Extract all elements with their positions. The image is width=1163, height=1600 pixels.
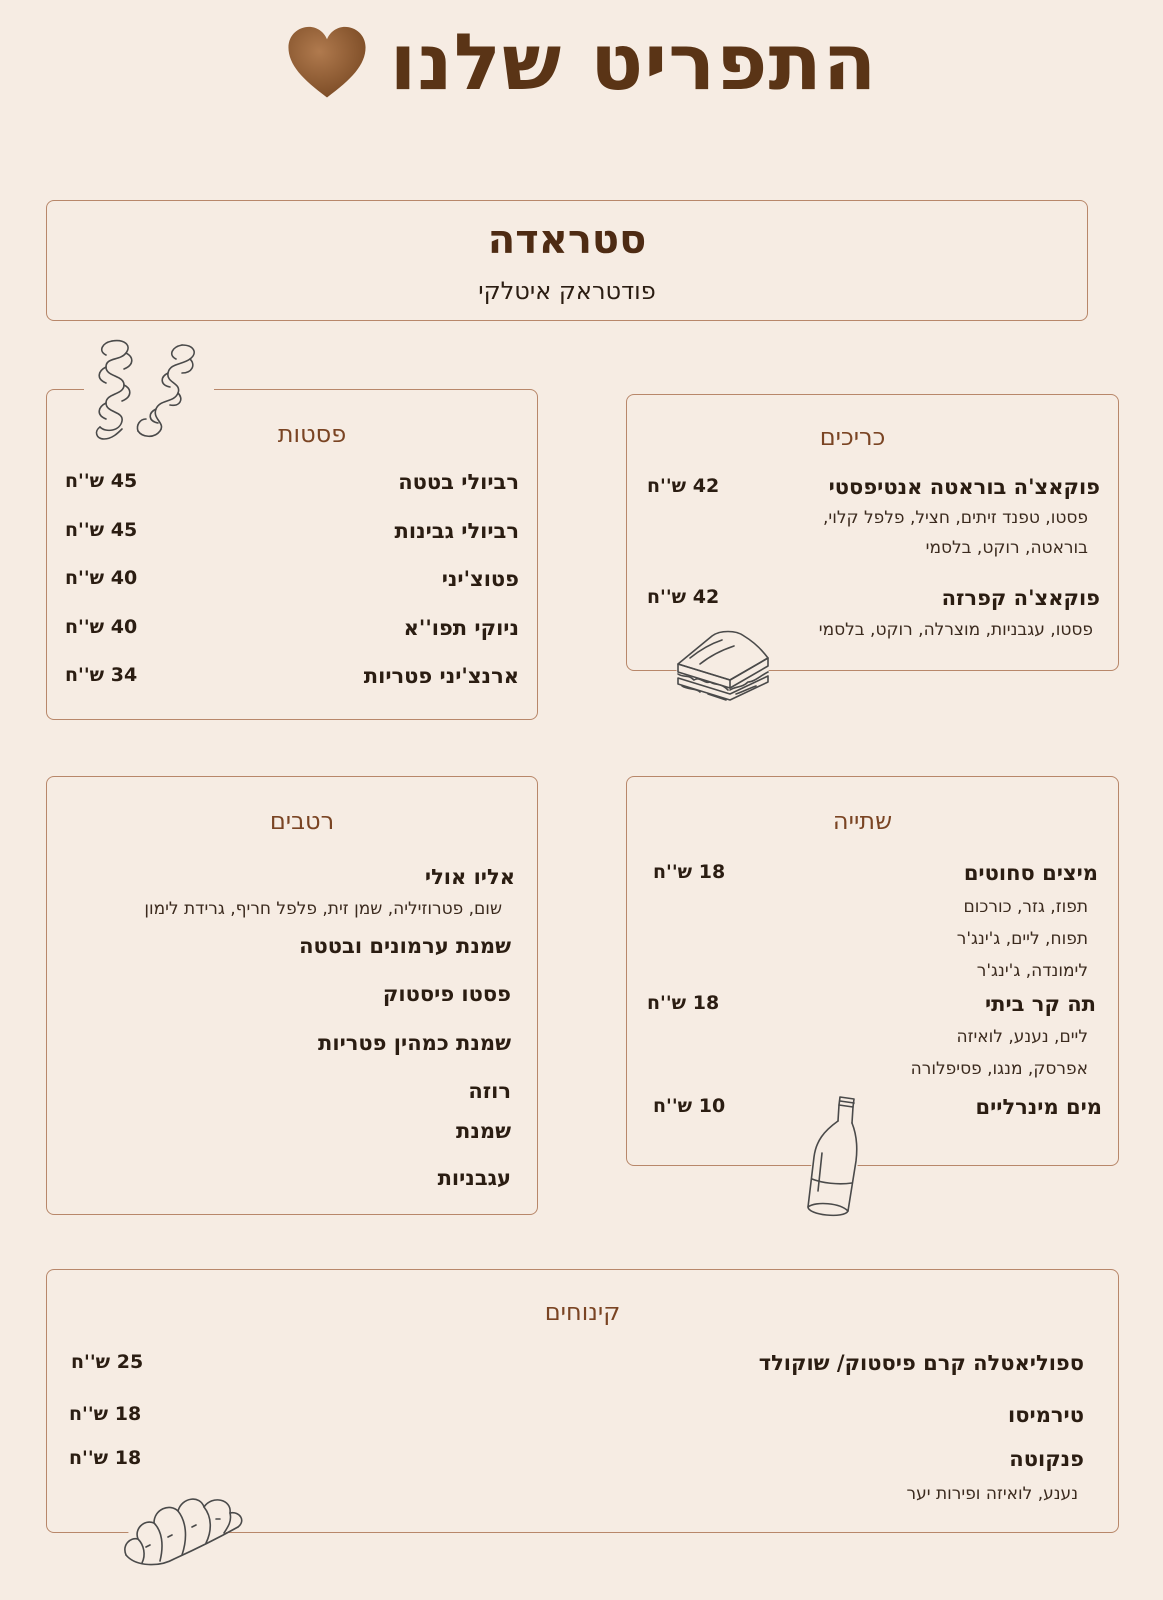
item-description: תפוז, גזר, כורכום	[963, 897, 1088, 917]
item-description: נענע, לואיזה ופירות יער	[906, 1484, 1078, 1504]
item-description: תפוח, ליים, ג'ינג'ר	[956, 929, 1088, 949]
item-name: שמנת כמהין פטריות	[318, 1031, 511, 1055]
menu-item	[65, 567, 519, 593]
item-name: רביולי בטטה	[398, 470, 519, 494]
item-price: 45 ש''ח	[65, 470, 138, 492]
item-name: אליו אולי	[424, 865, 515, 889]
item-price: 40 ש''ח	[65, 616, 138, 638]
item-name: ספוליאטלה קרם פיסטוק/ שוקולד	[758, 1351, 1084, 1375]
item-description: בוראטה, רוקט, בלסמי	[925, 538, 1088, 558]
item-price: 34 ש''ח	[65, 664, 138, 686]
drinks-section	[626, 776, 1119, 1166]
sauces-title: רטבים	[269, 807, 335, 835]
bottle-icon	[798, 1093, 870, 1221]
item-price: 18 ש''ח	[69, 1403, 142, 1425]
menu-item	[67, 1031, 511, 1057]
item-name: פוקאצ'ה בוראטה אנטיפסטי	[828, 475, 1100, 499]
drinks-title: שתייה	[832, 807, 893, 835]
item-name: טירמיסו	[1008, 1403, 1084, 1427]
item-name: שמנת	[456, 1119, 511, 1143]
menu-item	[65, 616, 519, 642]
menu-item	[65, 664, 519, 690]
pastas-title: פסטות	[277, 420, 347, 448]
menu-item	[67, 982, 511, 1008]
item-name: פנקוטה	[1009, 1447, 1084, 1471]
sandwiches-title: כריכים	[819, 423, 886, 451]
item-name: רביולי גבינות	[394, 519, 519, 543]
menu-item	[647, 586, 1100, 612]
item-price: 18 ש''ח	[653, 861, 726, 883]
item-price: 45 ש''ח	[65, 519, 138, 541]
brand-subtitle: פודטראק איטלקי	[478, 277, 656, 305]
item-name: שמנת ערמונים ובטטה	[299, 934, 511, 958]
menu-item	[69, 1447, 1084, 1473]
item-name: ארנצ'יני פטריות	[363, 664, 519, 688]
menu-item	[69, 1403, 1084, 1429]
menu-item	[653, 861, 1098, 887]
brand-box	[46, 200, 1088, 321]
menu-item	[653, 1095, 1102, 1121]
menu-item	[65, 470, 519, 496]
item-price: 18 ש''ח	[647, 992, 720, 1014]
menu-item	[65, 519, 519, 545]
pasta-fusilli-icon	[84, 335, 214, 443]
item-name: פסטו פיסטוק	[382, 982, 511, 1006]
item-price: 42 ש''ח	[647, 586, 720, 608]
item-price: 18 ש''ח	[69, 1447, 142, 1469]
brown-heart-icon	[286, 24, 368, 102]
brand-name: סטראדה	[487, 217, 647, 263]
menu-item	[647, 475, 1100, 501]
item-name: עגבניות	[437, 1166, 511, 1190]
item-description: אפרסק, מנגו, פסיפלורה	[910, 1059, 1088, 1079]
item-name: תה קר ביתי	[984, 992, 1096, 1016]
item-price: 25 ש''ח	[71, 1351, 144, 1373]
item-description: שום, פטרוזיליה, שמן זית, פלפל חריף, גרידת לימון	[144, 899, 502, 919]
page-header	[0, 18, 1163, 108]
item-description: פסטו, טפנד זיתים, חציל, פלפל קלוי,	[823, 508, 1088, 528]
item-description: לימונדה, ג'ינג'ר	[976, 961, 1088, 981]
sauces-section	[46, 776, 538, 1215]
item-price: 40 ש''ח	[65, 567, 138, 589]
item-name: מים מינרליים	[975, 1095, 1102, 1119]
sandwich-icon	[670, 628, 778, 706]
menu-item	[67, 934, 511, 960]
menu-item	[67, 1166, 511, 1192]
desserts-title: קינוחים	[544, 1298, 621, 1326]
item-description: פסטו, עגבניות, מוצרלה, רוקט, בלסמי	[818, 620, 1093, 640]
item-name: ניוקי תפו''א	[403, 616, 519, 640]
menu-item	[647, 992, 1096, 1018]
item-description: ליים, נענע, לואיזה	[956, 1027, 1088, 1047]
item-price: 10 ש''ח	[653, 1095, 726, 1117]
menu-item	[67, 865, 515, 891]
item-name: פטוצ'יני	[441, 567, 519, 591]
menu-item	[67, 1119, 511, 1145]
page-title: התפריט שלנו	[389, 18, 878, 108]
menu-item	[71, 1351, 1084, 1377]
item-price: 42 ש''ח	[647, 475, 720, 497]
item-name: רוזה	[468, 1079, 511, 1103]
item-name: פוקאצ'ה קפרזה	[941, 586, 1100, 610]
menu-item	[67, 1079, 511, 1105]
item-name: מיצים סחוטים	[963, 861, 1098, 885]
croissant-icon	[116, 1475, 250, 1571]
